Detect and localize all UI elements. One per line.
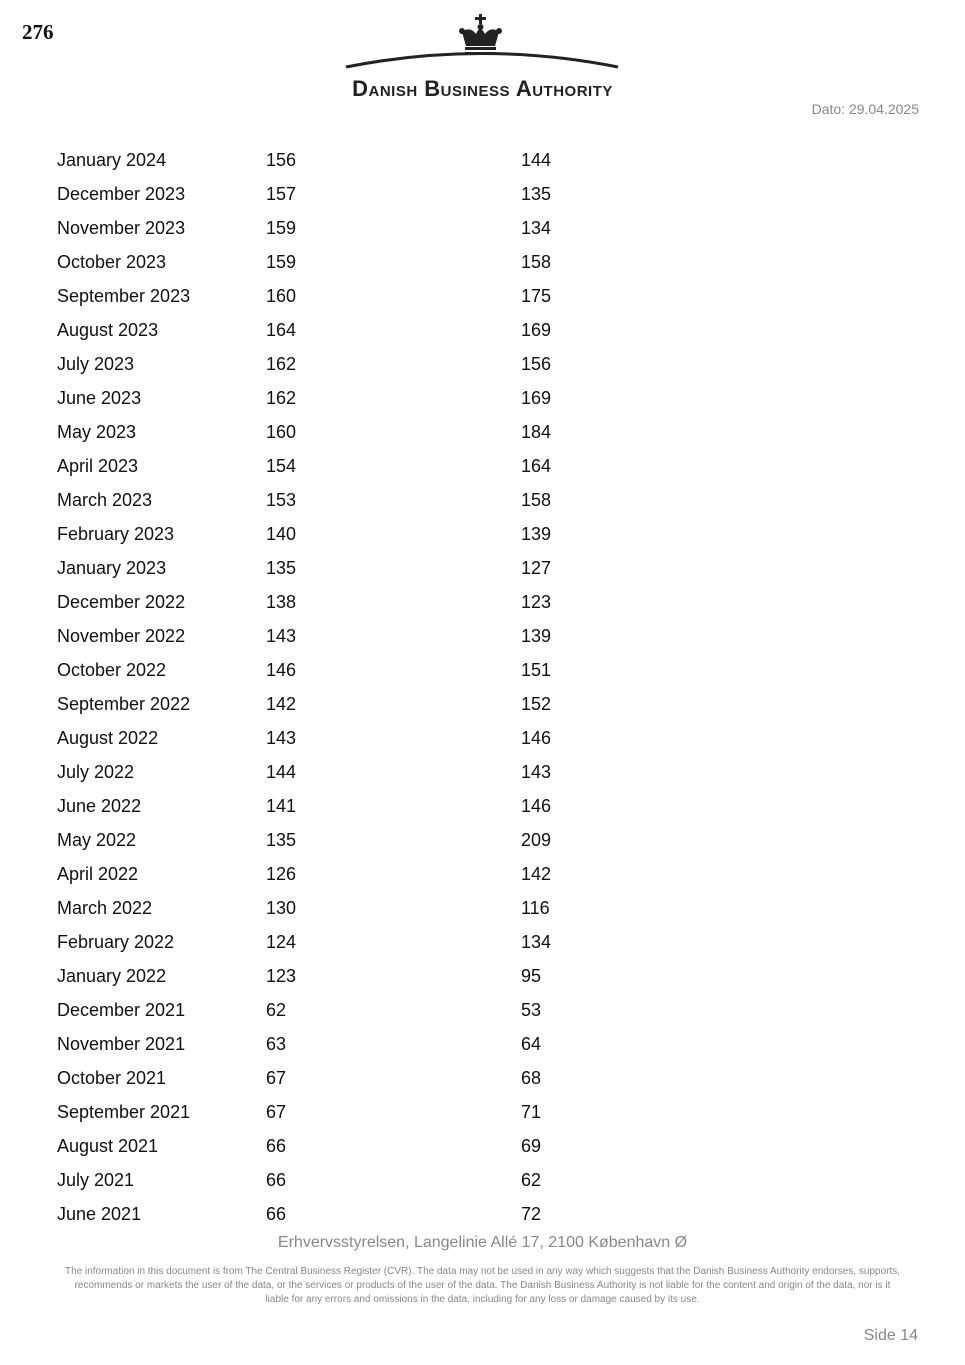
row-period: May 2023 [57,422,137,442]
row-value-2: 64 [521,1034,542,1054]
row-period: March 2023 [57,490,153,510]
table-row [57,993,917,1027]
table-row [57,245,917,279]
row-period: October 2022 [57,660,167,680]
row-period: September 2023 [57,286,191,306]
row-value-1: 146 [266,660,297,680]
row-value-2: 68 [521,1068,542,1088]
row-value-1: 66 [266,1170,287,1190]
row-value-2: 69 [521,1136,542,1156]
row-period: July 2023 [57,354,135,374]
row-value-1: 124 [266,932,297,952]
row-value-1: 153 [266,490,297,510]
table-row [57,755,917,789]
row-value-2: 143 [521,762,552,782]
row-period: December 2023 [57,184,186,204]
row-value-1: 66 [266,1136,287,1156]
row-value-1: 67 [266,1068,287,1088]
row-period: May 2022 [57,830,137,850]
table-row [57,347,917,381]
table-row [57,857,917,891]
row-period: August 2021 [57,1136,159,1156]
row-value-1: 157 [266,184,297,204]
table-row [57,143,917,177]
row-value-2: 127 [521,558,552,578]
row-value-1: 67 [266,1102,287,1122]
table-row [57,687,917,721]
row-value-2: 151 [521,660,552,680]
row-period: September 2022 [57,694,191,714]
table-row [57,1163,917,1197]
row-value-2: 209 [521,830,552,850]
row-period: October 2021 [57,1068,167,1088]
row-value-2: 53 [521,1000,542,1020]
row-value-2: 169 [521,388,552,408]
table-row [57,279,917,313]
row-period: September 2021 [57,1102,191,1122]
row-value-1: 154 [266,456,297,476]
row-value-1: 123 [266,966,297,986]
row-value-2: 62 [521,1170,542,1190]
row-period: December 2022 [57,592,186,612]
footer-address: Erhvervsstyrelsen, Langelinie Allé 17, 2100 København Ø [277,1234,688,1251]
table-row [57,789,917,823]
row-value-2: 139 [521,524,552,544]
row-value-2: 152 [521,694,552,714]
row-value-1: 141 [266,796,297,816]
row-value-1: 63 [266,1034,287,1054]
table-row [57,415,917,449]
row-value-2: 158 [521,252,552,272]
table-row [57,211,917,245]
table-row [57,1129,917,1163]
table-row [57,1095,917,1129]
row-value-2: 95 [521,966,542,986]
table-row [57,619,917,653]
row-value-1: 160 [266,422,297,442]
table-row [57,381,917,415]
row-value-2: 156 [521,354,552,374]
page-number-bottom: Side 14 [863,1327,918,1344]
row-value-1: 160 [266,286,297,306]
row-value-1: 62 [266,1000,287,1020]
row-period: January 2023 [57,558,167,578]
footer-disclaimer: The information in this document is from The Central Business Register (CVR). The data may not be used in any way which suggests that the Danish Business Authority endorses, supports, recommends or markets the user of the data, or the services or products of the user of the data. The Danish Business Authority is not liable for the content and origin of the data, nor is it liable for any errors and omissions in the data, including for any loss or damage caused by its use. [64,1266,901,1305]
row-value-2: 184 [521,422,552,442]
row-value-2: 134 [521,932,552,952]
row-period: December 2021 [57,1000,186,1020]
table-row [57,449,917,483]
row-value-1: 156 [266,150,297,170]
row-value-2: 144 [521,150,552,170]
row-value-1: 142 [266,694,297,714]
table-row [57,517,917,551]
table-row [57,177,917,211]
row-value-1: 135 [266,830,297,850]
table-row [57,585,917,619]
row-period: October 2023 [57,252,167,272]
table-row [57,823,917,857]
row-period: June 2022 [57,796,142,816]
table-row [57,925,917,959]
row-value-2: 146 [521,796,552,816]
row-period: August 2023 [57,320,159,340]
row-value-2: 71 [521,1102,542,1122]
row-value-1: 159 [266,218,297,238]
row-value-2: 134 [521,218,552,238]
document-date: Dato: 29.04.2025 [811,101,919,117]
row-period: November 2023 [57,218,186,238]
row-period: March 2022 [57,898,153,918]
table-row [57,313,917,347]
crown-arc-icon [342,12,622,74]
table-row [57,1061,917,1095]
row-period: January 2024 [57,150,167,170]
row-value-1: 162 [266,388,297,408]
row-value-1: 135 [266,558,297,578]
row-value-1: 138 [266,592,297,612]
row-value-2: 72 [521,1204,542,1224]
row-period: July 2022 [57,762,135,782]
row-value-2: 175 [521,286,552,306]
data-table [57,143,917,1231]
row-period: August 2022 [57,728,159,748]
row-value-1: 143 [266,728,297,748]
row-value-2: 139 [521,626,552,646]
table-row [57,721,917,755]
table-row [57,653,917,687]
row-period: November 2021 [57,1034,186,1054]
row-value-2: 164 [521,456,552,476]
row-value-1: 143 [266,626,297,646]
row-value-2: 158 [521,490,552,510]
row-value-1: 162 [266,354,297,374]
table-row [57,959,917,993]
row-period: January 2022 [57,966,167,986]
row-value-2: 169 [521,320,552,340]
table-row [57,551,917,585]
row-period: April 2023 [57,456,139,476]
page-number-top: 276 [22,20,54,44]
row-value-1: 140 [266,524,297,544]
table-row [57,483,917,517]
row-period: June 2021 [57,1204,142,1224]
row-value-1: 66 [266,1204,287,1224]
row-value-1: 164 [266,320,297,340]
row-value-2: 142 [521,864,552,884]
row-value-2: 135 [521,184,552,204]
row-value-1: 159 [266,252,297,272]
row-period: April 2022 [57,864,139,884]
row-value-2: 146 [521,728,552,748]
row-value-1: 130 [266,898,297,918]
row-value-2: 123 [521,592,552,612]
row-period: November 2022 [57,626,186,646]
row-value-1: 126 [266,864,297,884]
row-value-2: 116 [521,898,550,918]
row-period: February 2022 [57,932,175,952]
table-row [57,891,917,925]
table-row [57,1197,917,1231]
logo-text: Danish Business Authority [352,76,613,101]
row-period: February 2023 [57,524,175,544]
table-row [57,1027,917,1061]
row-period: July 2021 [57,1170,135,1190]
danish-business-authority-logo [300,12,665,107]
row-period: June 2023 [57,388,142,408]
row-value-1: 144 [266,762,297,782]
